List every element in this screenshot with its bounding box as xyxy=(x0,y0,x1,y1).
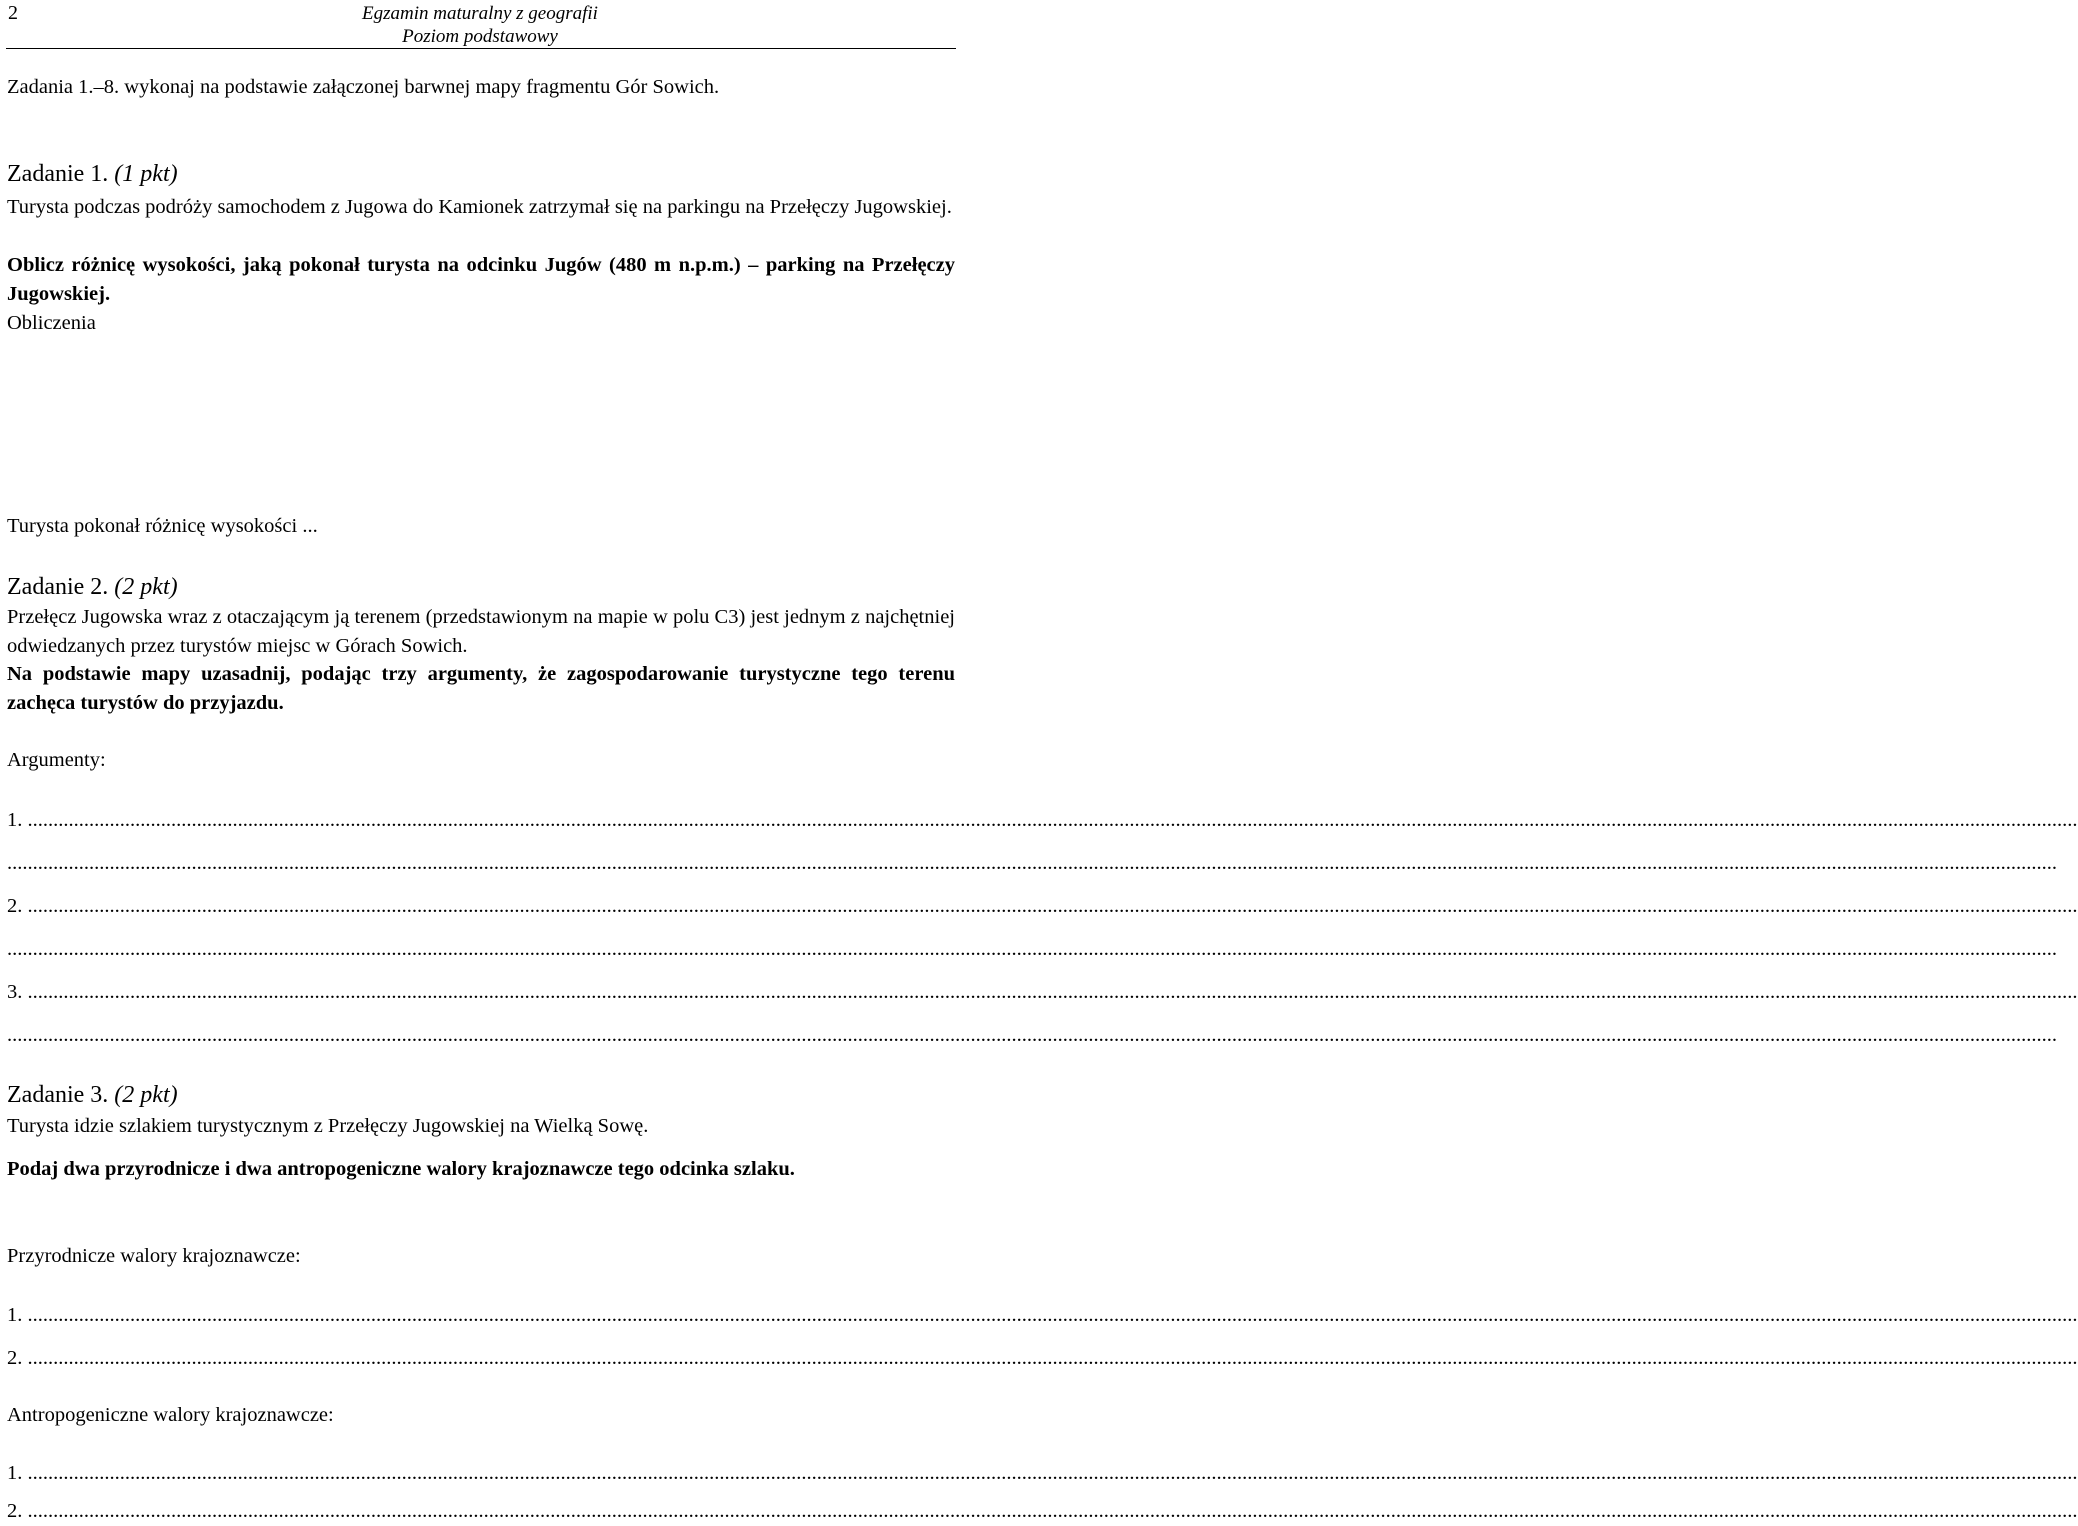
task3-heading xyxy=(7,1081,955,1110)
page-header xyxy=(0,0,960,48)
header-rule xyxy=(6,48,956,49)
task1-heading xyxy=(7,160,955,189)
exam-title xyxy=(0,2,960,48)
answer-line[interactable]: 3. ................................................................................................................................................................................................................................................................................................................................................................................................................ xyxy=(7,981,2078,1003)
answer-line[interactable]: 1. ................................................................................................................................................................................................................................................................................................................................................................................................................ xyxy=(7,809,2078,831)
task2-question: Na podstawie mapy uzasadnij, podając trzy argumenty, że zagospodarowanie turystyczne tego terenu zachęca turystów do przyjazdu. xyxy=(7,663,955,714)
task3-points: (2 pkt) xyxy=(114,1082,178,1108)
answer-line[interactable]: ................................................................................................................................................................................................................................................................................................................................................................................................................ xyxy=(7,1024,2057,1046)
answer-line[interactable]: ................................................................................................................................................................................................................................................................................................................................................................................................................ xyxy=(7,938,2057,960)
task1-question: Oblicz różnicę wysokości, jaką pokonał turysta na odcinku Jugów (480 m n.p.m.) – parking na Przełęczy Jugowskiej. xyxy=(7,254,955,305)
task3-question: Podaj dwa przyrodnicze i dwa antropogeniczne walory krajoznawcze tego odcinka szlaku. xyxy=(7,1158,795,1180)
task1-points: (1 pkt) xyxy=(114,161,178,187)
answer-line[interactable]: 1. ................................................................................................................................................................................................................................................................................................................................................................................................................ xyxy=(7,1462,2078,1484)
exam-title-line2: Poziom podstawowy xyxy=(402,26,558,47)
task1-answer-line[interactable]: Turysta pokonał różnicę wysokości ... xyxy=(7,515,318,537)
answer-line[interactable]: 2. ................................................................................................................................................................................................................................................................................................................................................................................................................ xyxy=(7,1500,2078,1522)
answer-line[interactable]: 1. ................................................................................................................................................................................................................................................................................................................................................................................................................ xyxy=(7,1304,2078,1326)
task2-points: (2 pkt) xyxy=(114,574,178,600)
task3-natural-label: Przyrodnicze walory krajoznawcze: xyxy=(7,1245,301,1267)
task1-title: Zadanie 1. xyxy=(7,161,109,187)
task1-calc-label: Obliczenia xyxy=(7,312,96,334)
task2-title: Zadanie 2. xyxy=(7,574,109,600)
task2-args-label: Argumenty: xyxy=(7,749,106,771)
task2-text: Przełęcz Jugowska wraz z otaczającym ją terenem (przedstawionym na mapie w polu C3) jest jednym z najchętniej odwiedzanych przez turystów miejsc w Górach Sowich. xyxy=(7,606,955,657)
task3-text: Turysta idzie szlakiem turystycznym z Przełęczy Jugowskiej na Wielką Sowę. xyxy=(7,1115,649,1137)
page-number: 2 xyxy=(8,2,18,24)
answer-line[interactable]: 2. ................................................................................................................................................................................................................................................................................................................................................................................................................ xyxy=(7,1347,2078,1369)
task2-heading xyxy=(7,573,955,602)
intro-text: Zadania 1.–8. wykonaj na podstawie załączonej barwnej mapy fragmentu Gór Sowich. xyxy=(7,76,720,98)
answer-line[interactable]: 2. ................................................................................................................................................................................................................................................................................................................................................................................................................ xyxy=(7,895,2078,917)
task3-title: Zadanie 3. xyxy=(7,1082,109,1108)
task1-text: Turysta podczas podróży samochodem z Jugowa do Kamionek zatrzymał się na parkingu na Przełęczy Jugowskiej. xyxy=(7,196,952,218)
exam-title-line1: Egzamin maturalny z geografii xyxy=(362,3,598,24)
answer-line[interactable]: ................................................................................................................................................................................................................................................................................................................................................................................................................ xyxy=(7,852,2057,874)
task3-anthro-label: Antropogeniczne walory krajoznawcze: xyxy=(7,1404,334,1426)
